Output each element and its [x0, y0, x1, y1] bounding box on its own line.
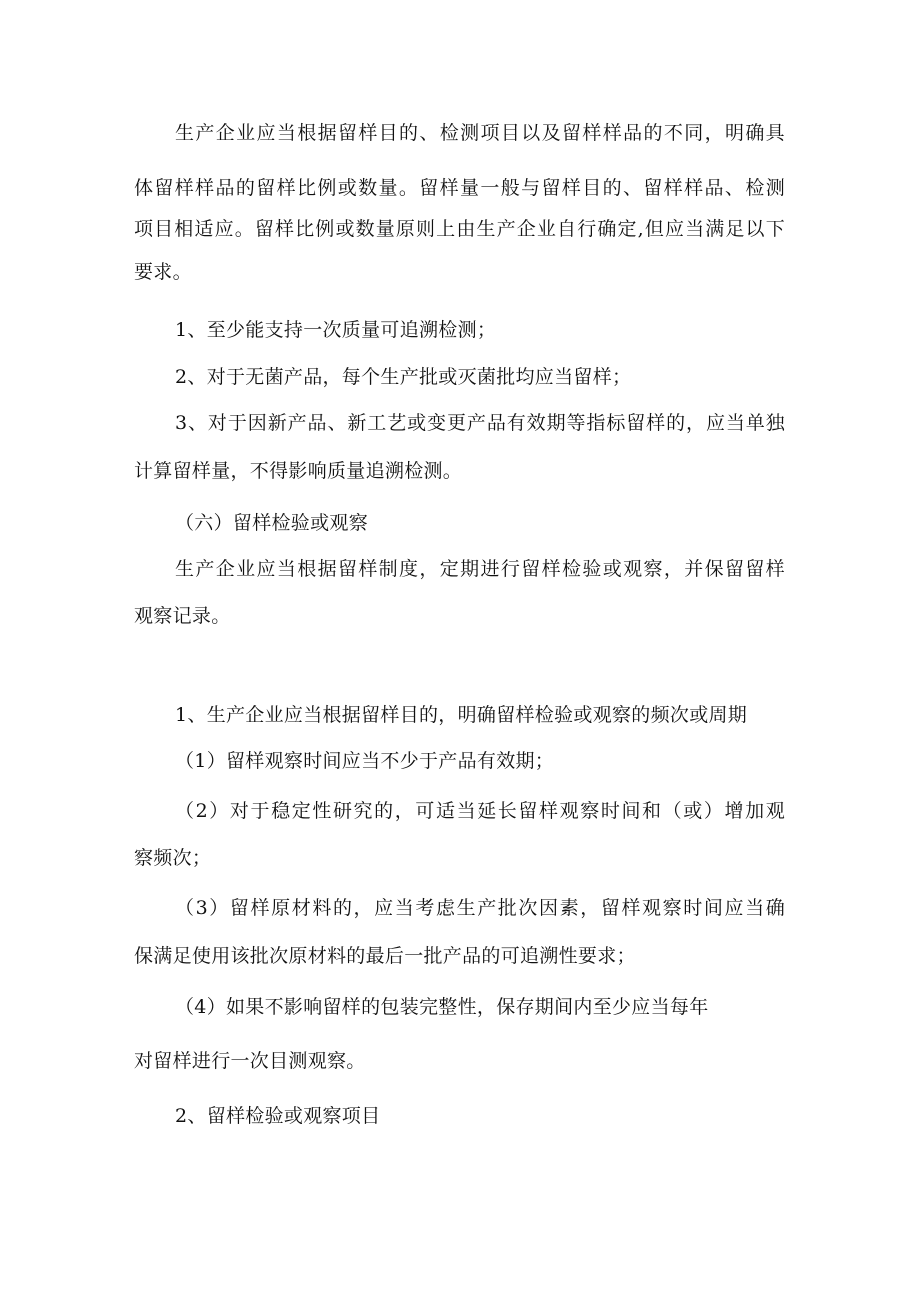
list-item: 3、对于因新产品、新工艺或变更产品有效期等指标留样的，应当单独 [175, 412, 785, 434]
sub-item: （3）留样原材料的，应当考虑生产批次因素，留样观察时间应当确 [175, 897, 785, 919]
list-item: 2、对于无菌产品，每个生产批或灭菌批均应当留样； [175, 366, 632, 388]
list-item-continuation: 计算留样量，不得影响质量追溯检测。 [134, 460, 463, 482]
paragraph-line: 要求。 [134, 261, 192, 283]
sub-item-continuation: 察频次； [134, 847, 212, 869]
sub-item-continuation: 保满足使用该批次原材料的最后一批产品的可追溯性要求； [134, 945, 636, 967]
section-heading: （六）留样检验或观察 [175, 512, 369, 534]
paragraph-line: 体留样样品的留样比例或数量。留样量一般与留样目的、留样样品、检测 [134, 177, 785, 199]
sub-item: （4）如果不影响留样的包装完整性，保存期间内至少应当每年 [175, 996, 709, 1018]
paragraph-line: 生产企业应当根据留样目的、检测项目以及留样样品的不同，明确具 [175, 122, 785, 144]
subsection-heading: 2、留样检验或观察项目 [175, 1105, 381, 1127]
sub-item: （2）对于稳定性研究的，可适当延长留样观察时间和（或）增加观 [175, 800, 785, 822]
sub-item-continuation: 对留样进行一次目测观察。 [134, 1050, 366, 1072]
paragraph-line: 项目相适应。留样比例或数量原则上由生产企业自行确定,但应当满足以下 [134, 218, 785, 240]
subsection-heading: 1、生产企业应当根据留样目的，明确留样检验或观察的频次或周期 [175, 704, 748, 726]
list-item: 1、至少能支持一次质量可追溯检测； [175, 319, 497, 341]
paragraph-line: 生产企业应当根据留样制度，定期进行留样检验或观察，并保留留样 [175, 558, 785, 580]
sub-item: （1）留样观察时间应当不少于产品有效期； [175, 750, 555, 772]
paragraph-line: 观察记录。 [134, 605, 231, 627]
